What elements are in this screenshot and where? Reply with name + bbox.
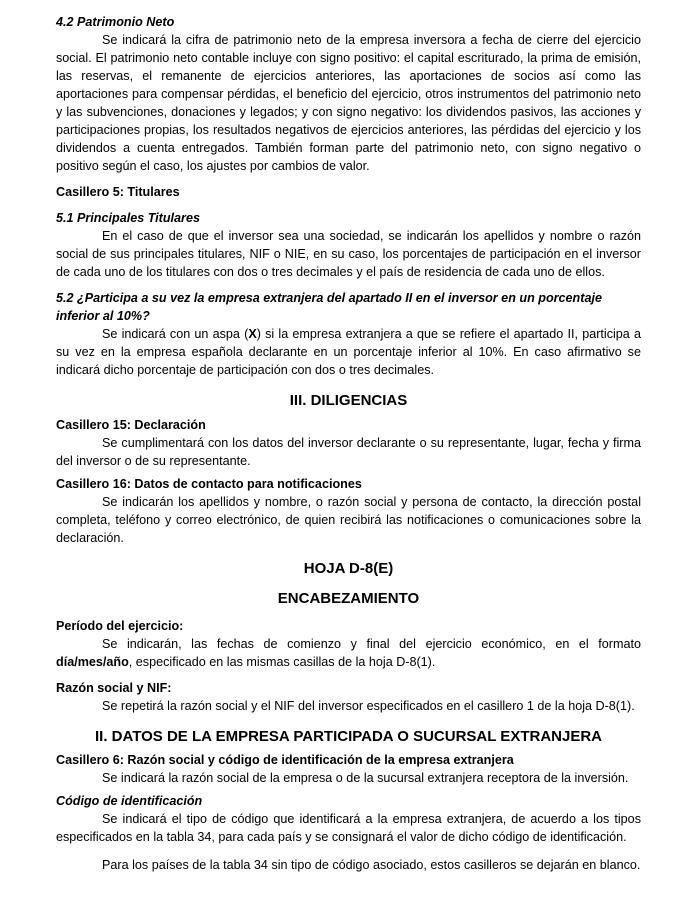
section-heading-5-2: 5.2 ¿Participa a su vez la empresa extranjera del apartado II en el inversor en un porcentaje inferior al 10%? (56, 291, 602, 323)
body-text: , especificado en las mismas casillas de la hoja D-8(1). (128, 655, 436, 669)
casillero-16-body: Se indicarán los apellidos y nombre, o razón social y persona de contacto, la dirección postal completa, teléfono y correo electrónico, de quien recibirá las notificaciones o comunicaciones sobre la declaración. (56, 495, 641, 545)
casillero-16-heading: Casillero 16: Datos de contacto para notificaciones (56, 477, 362, 491)
section-body-5-2 (56, 325, 641, 379)
codigo-body: Se indicará el tipo de código que identificará a la empresa extranjera, de acuerdo a los tipos especificados en la tabla 34, para cada país y se consignará el valor de dicho código de identificación. (56, 812, 641, 844)
encabezamiento-title: ENCABEZAMIENTO (277, 590, 420, 607)
date-format: día/mes/año (56, 655, 129, 669)
body-text: ) si la empresa extranjera a que se refiere el apartado II, participa a su vez en la empresa española declarante en un porcentaje inferior al 10%. En caso afirmativo se indicará dicho porcentaje de participación con dos o tres decimales. (56, 327, 641, 377)
casillero-6-body: Se indicará la razón social de la empresa o de la sucursal extranjera receptora de la inversión. (102, 771, 629, 785)
hoja-title: HOJA D-8(E) (303, 560, 394, 577)
razon-body: Se repetirá la razón social y el NIF del inversor especificados en el casillero 1 de la hoja D-8(1). (102, 699, 635, 713)
aspa-marker: X (248, 327, 257, 341)
periodo-heading: Período del ejercicio: (56, 619, 184, 633)
casillero-15-heading: Casillero 15: Declaración (56, 418, 206, 432)
razon-heading: Razón social y NIF: (56, 681, 172, 695)
periodo-body (56, 635, 641, 671)
section-heading-4-2: 4.2 Patrimonio Neto (56, 15, 175, 29)
section-heading-5-1: 5.1 Principales Titulares (56, 211, 200, 225)
datos-empresa-title: II. DATOS DE LA EMPRESA PARTICIPADA O SUCURSAL EXTRANJERA (95, 728, 602, 745)
diligencias-title: III. DILIGENCIAS (289, 392, 408, 409)
casillero-15-body: Se cumplimentará con los datos del inversor declarante o su representante, lugar, fecha y firma del inversor o de su representante. (56, 436, 641, 468)
body-text: Se indicarán, las fechas de comienzo y final del ejercicio económico, en el formato (102, 637, 641, 651)
section-body-4-2: Se indicará la cifra de patrimonio neto de la empresa inversora a fecha de cierre del ejercicio social. El patrimonio neto contable incluye con signo positivo: el capital escriturado, la prima de emisión, las reservas, el remanente de ejercicios anteriores, las aportaciones de socios así como las aportaciones para compensar pérdidas, el beneficio del ejercicio, otros instrumentos del patrimonio neto y las subvenciones, donaciones y legados; y con signo negativo: los dividendos pasivos, las acciones y participaciones propias, los resultados negativos de ejercicios anteriores, las pérdidas del ejercicio y los dividendos a cuenta entregados. También forman parte del patrimonio neto, con signo negativo o positivo según el caso, los ajustes por cambios de valor. (56, 33, 641, 173)
codigo-heading: Código de identificación (56, 794, 203, 808)
body-text: Se indicará con un aspa ( (102, 327, 249, 341)
casillero-6-heading: Casillero 6: Razón social y código de identificación de la empresa extranjera (56, 753, 514, 767)
casillero-5-heading: Casillero 5: Titulares (56, 185, 180, 199)
codigo-body-2: Para los países de la tabla 34 sin tipo de código asociado, estos casilleros se dejarán en blanco. (102, 858, 641, 872)
document-page (56, 13, 641, 874)
section-body-5-1: En el caso de que el inversor sea una sociedad, se indicarán los apellidos y nombre o razón social de sus principales titulares, NIF o NIE, en su caso, los porcentajes de participación en el inversor de cada uno de los titulares con dos o tres decimales y el país de residencia de cada uno de ellos. (56, 229, 641, 279)
